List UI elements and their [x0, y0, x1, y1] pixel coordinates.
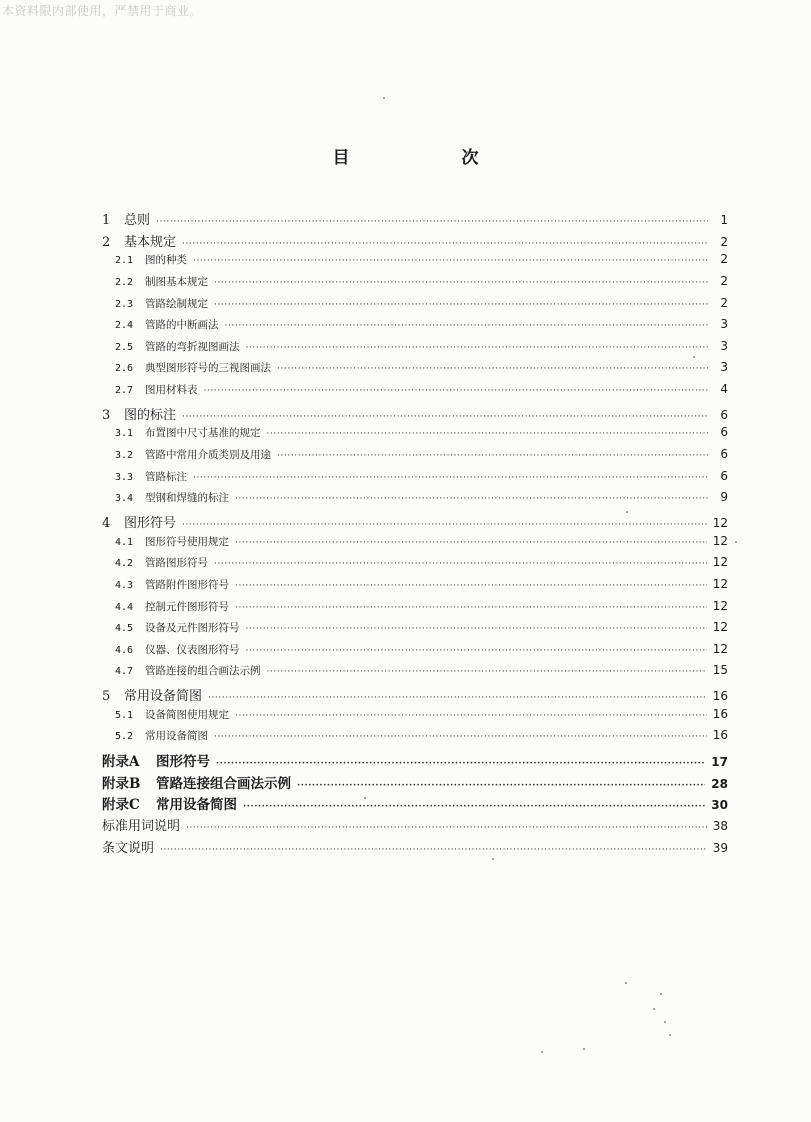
toc-dot-leader [235, 494, 708, 504]
toc-dot-leader [182, 239, 708, 249]
page-title: 目 次 [332, 148, 505, 168]
toc-entry-number: 3.4 [115, 493, 134, 505]
toc-page-number: 2 [720, 234, 728, 249]
toc-entry-number: 4.5 [115, 623, 134, 635]
toc-entry-label: 管路图形符号 [145, 557, 208, 570]
toc-page-number: 30 [711, 798, 728, 813]
toc-entry-number: 4.3 [115, 579, 134, 591]
toc-entry[interactable] [102, 534, 728, 556]
toc-entry[interactable] [102, 555, 728, 577]
toc-page-number: 12 [712, 576, 728, 591]
toc-dot-leader [156, 217, 708, 227]
toc-page-number: 3 [720, 338, 728, 353]
toc-entry[interactable] [102, 404, 728, 426]
toc-entry-label: 条文说明 [102, 840, 155, 856]
toc-entry-number: 5 [102, 689, 111, 705]
toc-entry-label: 管路的中断画法 [145, 319, 219, 332]
toc-entry-number: 2.2 [115, 276, 134, 288]
toc-entry-label: 仪器、仪表图形符号 [145, 643, 240, 656]
toc-entry[interactable] [102, 274, 728, 296]
toc-entry-number: 1 [102, 213, 111, 228]
toc-page-number: 2 [720, 252, 728, 267]
toc-entry-number: 4 [102, 515, 111, 531]
toc-entry-label: 管路连接组合画法示例 [156, 775, 291, 792]
toc-page-number: 12 [712, 515, 728, 530]
toc-entry-label: 管路的弯折视图画法 [145, 340, 240, 353]
toc-page-number: 1 [720, 213, 728, 227]
toc-entry[interactable] [102, 837, 728, 859]
toc-dot-leader [243, 802, 705, 812]
toc-entry-label: 标准用词说明 [102, 818, 181, 834]
toc-page-number: 2 [720, 295, 728, 310]
toc-entry[interactable] [102, 490, 728, 512]
toc-entry-label: 常用设备简图 [124, 689, 203, 705]
toc-entry[interactable] [102, 663, 728, 685]
toc-dot-leader [182, 412, 708, 422]
toc-dot-leader [214, 300, 708, 310]
toc-entry-label: 图的标注 [124, 407, 177, 423]
toc-dot-leader [214, 732, 707, 742]
toc-dot-leader [246, 343, 709, 353]
toc-dot-leader [214, 278, 708, 288]
toc-page-number: 9 [720, 490, 728, 505]
toc-entry-label: 管路附件图形符号 [145, 578, 229, 591]
toc-entry-number: 3.1 [115, 428, 134, 440]
toc-entry[interactable] [102, 296, 728, 318]
toc-entry[interactable] [102, 599, 728, 621]
toc-entry-label: 基本规定 [124, 234, 177, 250]
toc-entry-label: 典型图形符号的三视图画法 [145, 362, 271, 375]
toc-dot-leader [182, 520, 707, 530]
toc-entry-number: 2.6 [115, 363, 134, 375]
toc-page-number: 6 [720, 407, 728, 422]
toc-entry[interactable] [102, 815, 728, 837]
toc-entry-number: 2.3 [115, 298, 134, 310]
toc-entry-number: 附录B [102, 775, 141, 792]
toc-entry-number: 4.6 [115, 644, 134, 656]
toc-entry-label: 制图基本规定 [145, 275, 208, 288]
toc-page-number: 12 [712, 533, 728, 548]
toc-dot-leader [267, 429, 709, 439]
toc-entry-label: 图用材料表 [145, 384, 198, 397]
toc-dot-leader [297, 781, 705, 791]
toc-entry-label: 常用设备简图 [156, 797, 237, 814]
toc-entry[interactable] [102, 209, 728, 231]
toc-dot-leader [216, 759, 705, 769]
toc-entry[interactable] [102, 339, 728, 361]
toc-entry[interactable] [102, 382, 728, 404]
toc-entry-number: 2.4 [115, 320, 134, 332]
toc-entry[interactable] [102, 728, 728, 750]
toc-entry-number: 5.2 [115, 731, 134, 743]
toc-entry-label: 管路中常用介质类别及用途 [145, 449, 271, 462]
toc-entry-number: 附录A [102, 754, 140, 771]
toc-entry-label: 图形符号 [124, 515, 177, 531]
toc-entry-label: 总则 [124, 213, 151, 228]
toc-page-number: 12 [712, 555, 728, 570]
toc-entry-number: 4.2 [115, 558, 134, 570]
toc-dot-leader [160, 845, 707, 855]
toc-dot-leader [277, 364, 708, 374]
toc-entry-number: 3.3 [115, 471, 134, 483]
toc-entry-number: 2.5 [115, 341, 134, 353]
toc-dot-leader [235, 538, 707, 548]
toc-entry-number: 2 [102, 234, 111, 250]
toc-dot-leader [193, 256, 708, 266]
toc-entry-label: 型钢和焊缝的标注 [145, 492, 229, 505]
toc-page-number: 28 [711, 776, 728, 791]
toc-entry[interactable] [102, 425, 728, 447]
toc-dot-leader [186, 823, 707, 833]
toc-entry[interactable] [102, 447, 728, 469]
toc-entry-label: 常用设备简图 [145, 730, 208, 743]
toc-entry[interactable] [102, 252, 728, 274]
toc-entry[interactable] [102, 577, 728, 599]
toc-entry-label: 管路绘制规定 [145, 297, 208, 310]
toc-entry[interactable] [102, 231, 728, 253]
toc-dot-leader [267, 667, 707, 677]
toc-entry-number: 附录C [102, 797, 140, 814]
toc-page-number: 16 [712, 728, 728, 743]
toc-entry-label: 布置图中尺寸基准的规定 [145, 427, 261, 440]
toc-dot-leader [235, 711, 707, 721]
toc-entry-number: 5.1 [115, 709, 134, 721]
toc-page-number: 6 [720, 447, 728, 462]
toc-entry[interactable] [102, 469, 728, 491]
toc-entry[interactable] [102, 317, 728, 339]
toc-page-number: 16 [712, 706, 728, 721]
toc-page-number: 6 [720, 468, 728, 483]
toc-dot-leader [193, 473, 708, 483]
toc-dot-leader [204, 386, 709, 396]
toc-page-number: 38 [712, 818, 728, 833]
toc-dot-leader [235, 603, 707, 613]
toc-page-number: 15 [712, 663, 728, 678]
toc-entry[interactable] [102, 707, 728, 729]
toc-entry-label: 管路标注 [145, 470, 187, 483]
table-of-contents [102, 209, 728, 858]
toc-dot-leader [235, 581, 707, 591]
toc-entry-number: 4.4 [115, 601, 134, 613]
toc-entry-label: 图形符号 [156, 754, 210, 771]
toc-entry-number: 2.1 [115, 255, 134, 267]
toc-entry[interactable] [102, 685, 728, 707]
toc-page-number: 3 [720, 360, 728, 375]
toc-entry-label: 设备简图使用规定 [145, 708, 229, 721]
toc-entry[interactable] [102, 642, 728, 664]
toc-dot-leader [208, 693, 707, 703]
toc-entry-number: 3.2 [115, 450, 134, 462]
toc-page-number: 39 [712, 840, 728, 855]
watermark-text: 本资料限内部使用，严禁用于商业。 [2, 4, 203, 18]
toc-entry[interactable] [102, 772, 728, 794]
toc-entry-label: 图形符号使用规定 [145, 535, 229, 548]
toc-entry-number: 4.7 [115, 666, 134, 678]
toc-entry-label: 管路连接的组合画法示例 [145, 665, 261, 678]
toc-page-number: 6 [720, 425, 728, 440]
toc-page-number: 2 [720, 273, 728, 288]
toc-entry-label: 设备及元件图形符号 [145, 622, 240, 635]
toc-page-number: 4 [720, 382, 728, 397]
toc-dot-leader [246, 624, 707, 634]
toc-page-number: 3 [720, 317, 728, 332]
toc-page-number: 17 [711, 755, 728, 770]
toc-page-number: 12 [712, 641, 728, 656]
toc-page-number: 16 [712, 689, 728, 704]
toc-entry[interactable] [102, 793, 728, 815]
toc-entry-label: 图的种类 [145, 254, 187, 267]
toc-dot-leader [225, 321, 709, 331]
toc-entry-label: 控制元件图形符号 [145, 600, 229, 613]
toc-entry[interactable] [102, 750, 728, 772]
toc-entry-number: 3 [102, 407, 111, 423]
toc-dot-leader [246, 646, 707, 656]
toc-entry[interactable] [102, 620, 728, 642]
toc-entry-number: 4.1 [115, 536, 134, 548]
toc-page-number: 12 [712, 598, 728, 613]
toc-entry-number: 2.7 [115, 385, 134, 397]
toc-entry[interactable] [102, 360, 728, 382]
toc-dot-leader [277, 451, 708, 461]
toc-dot-leader [214, 559, 707, 569]
toc-entry[interactable] [102, 512, 728, 534]
toc-page-number: 12 [712, 620, 728, 635]
